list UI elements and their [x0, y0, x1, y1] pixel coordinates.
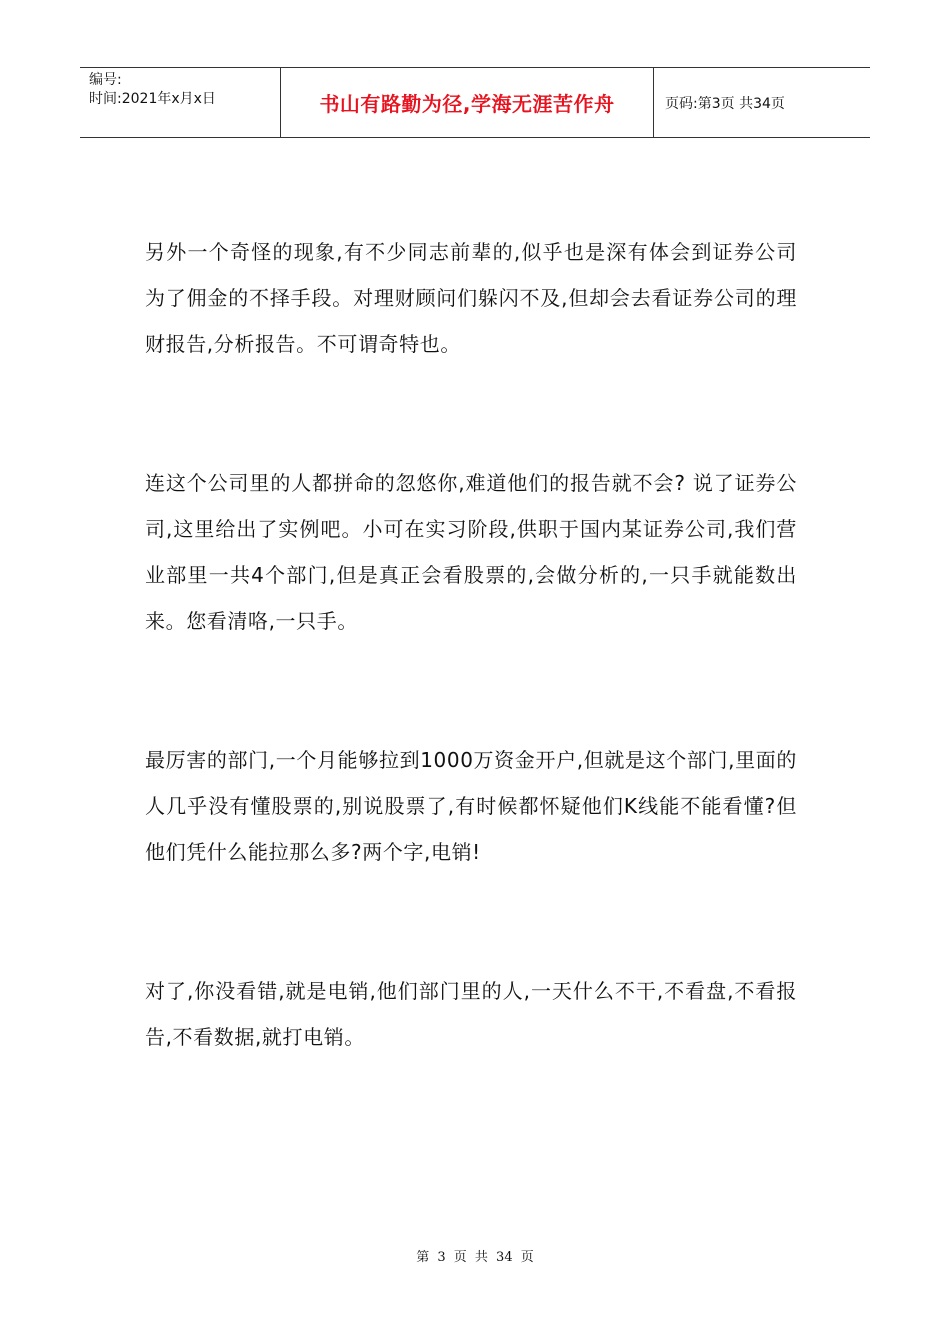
body-paragraph: 连这个公司里的人都拼命的忽悠你,难道他们的报告就不会? 说了证券公司,这里给出了实例吧。小可在实习阶段,供职于国内某证券公司,我们营业部里一共4个部门,但是真正会看股票的,会做分析的,一只手就能数出来。您看清咯,一只手。: [145, 471, 797, 633]
body-paragraph: 对了,你没看错,就是电销,他们部门里的人,一天什么不干,不看盘,不看报告,不看数据,就打电销。: [145, 979, 797, 1049]
footer-page-number: 第 3 页 共 34 页: [416, 1250, 534, 1265]
body-paragraph: 最厉害的部门,一个月能够拉到1000万资金开户,但就是这个部门,里面的人几乎没有懂股票的,别说股票了,有时候都怀疑他们K线能不能看懂?但他们凭什么能拉那么多?两个字,电销!: [145, 748, 797, 864]
header-page-code: 页码:第3页 共34页: [665, 95, 785, 112]
document-body: [145, 229, 797, 1060]
header-number-label: 编号:: [89, 72, 122, 88]
header-time-label: 时间:2021年x月x日: [89, 91, 216, 107]
header-page-cell: [654, 68, 870, 137]
header-info-cell: [80, 68, 281, 137]
body-paragraph: 另外一个奇怪的现象,有不少同志前辈的,似乎也是深有体会到证券公司为了佣金的不择手段。对理财顾问们躲闪不及,但却会去看证券公司的理财报告,分析报告。不可谓奇特也。: [145, 240, 797, 356]
header-motto-cell: [281, 68, 654, 137]
page-header: [80, 67, 870, 138]
page-footer: [0, 1246, 950, 1265]
header-motto: 书山有路勤为径,学海无涯苦作舟: [319, 92, 615, 116]
